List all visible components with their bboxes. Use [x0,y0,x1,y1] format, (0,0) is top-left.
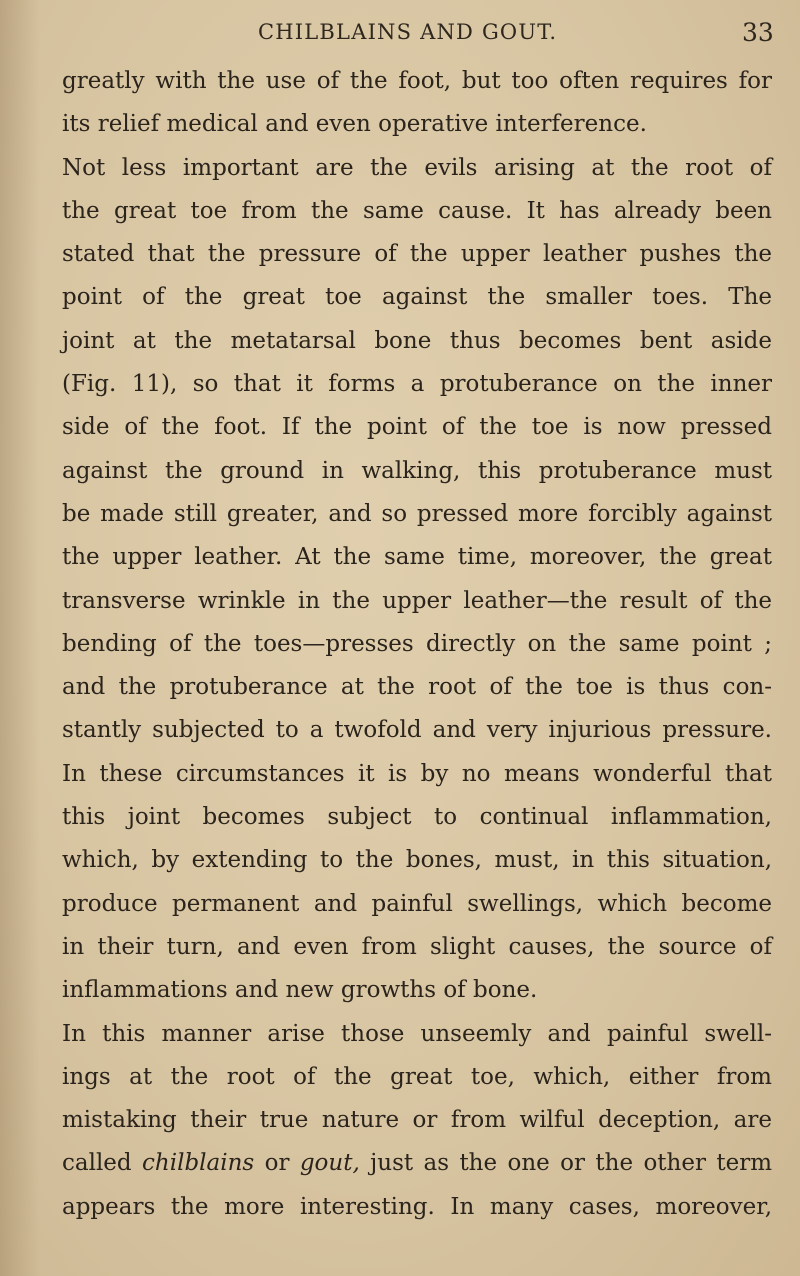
text-line: inflammations and new growths of bone. [62,977,538,1004]
text-line-with-italics [62,1142,772,1185]
text-line: mistaking their true nature or from wilful deception, are [62,1107,772,1134]
text-fragment: or [254,1150,300,1177]
text-line: in their turn, and even from slight causes, the source of [62,933,772,960]
text-line: stated that the pressure of the upper leather pushes the [62,241,772,268]
italic-term-chilblains: chilblains [142,1150,255,1177]
text-line: greatly with the use of the foot, but too often requires for [62,68,772,94]
text-line: (Fig. 11), so that it forms a protuberance on the inner [62,371,772,398]
text-line: be made still greater, and so pressed more forcibly against [62,500,772,527]
text-line: bending of the toes—presses directly on the same point ; [62,630,772,657]
text-line: and the protuberance at the root of the toe is thus con- [62,674,772,701]
text-line: stantly subjected to a twofold and very injurious pressure. [62,717,772,744]
text-line: transverse wrinkle in the upper leather—the result of the [62,587,772,614]
text-line: joint at the metatarsal bone thus becomes bent aside [62,327,772,354]
text-line: ings at the root of the great toe, which, either from [62,1063,772,1090]
text-fragment: called [62,1150,143,1177]
text-line: produce permanent and painful swellings, which become [62,890,772,917]
text-line: In these circumstances it is by no means wonderful that [62,760,772,787]
text-fragment: just as the one or the other term [359,1150,772,1177]
text-line: Not less important are the evils arising at the root of [62,154,772,181]
running-title: CHILBLAINS AND GOUT. [258,20,558,44]
text-line: this joint becomes subject to continual inflammation, [62,804,772,831]
page-edge-shadow [0,0,40,1276]
italic-term-gout: gout, [299,1150,360,1177]
text-line: against the ground in walking, this protuberance must [62,457,772,484]
text-line: point of the great toe against the smaller toes. The [62,284,772,311]
text-line: the upper leather. At the same time, moreover, the great [62,544,772,571]
page-number: 33 [742,18,774,47]
text-line: which, by extending to the bones, must, in this situation, [62,847,772,874]
text-line: the great toe from the same cause. It has already been [62,197,772,224]
body-text [62,60,772,1229]
text-line: side of the foot. If the point of the toe is now pressed [62,414,772,441]
text-line: In this manner arise those unseemly and painful swell- [62,1020,772,1047]
text-line: its relief medical and even operative interference. [62,111,647,138]
text-line: appears the more interesting. In many cases, moreover, [62,1193,772,1220]
running-head [0,18,800,54]
